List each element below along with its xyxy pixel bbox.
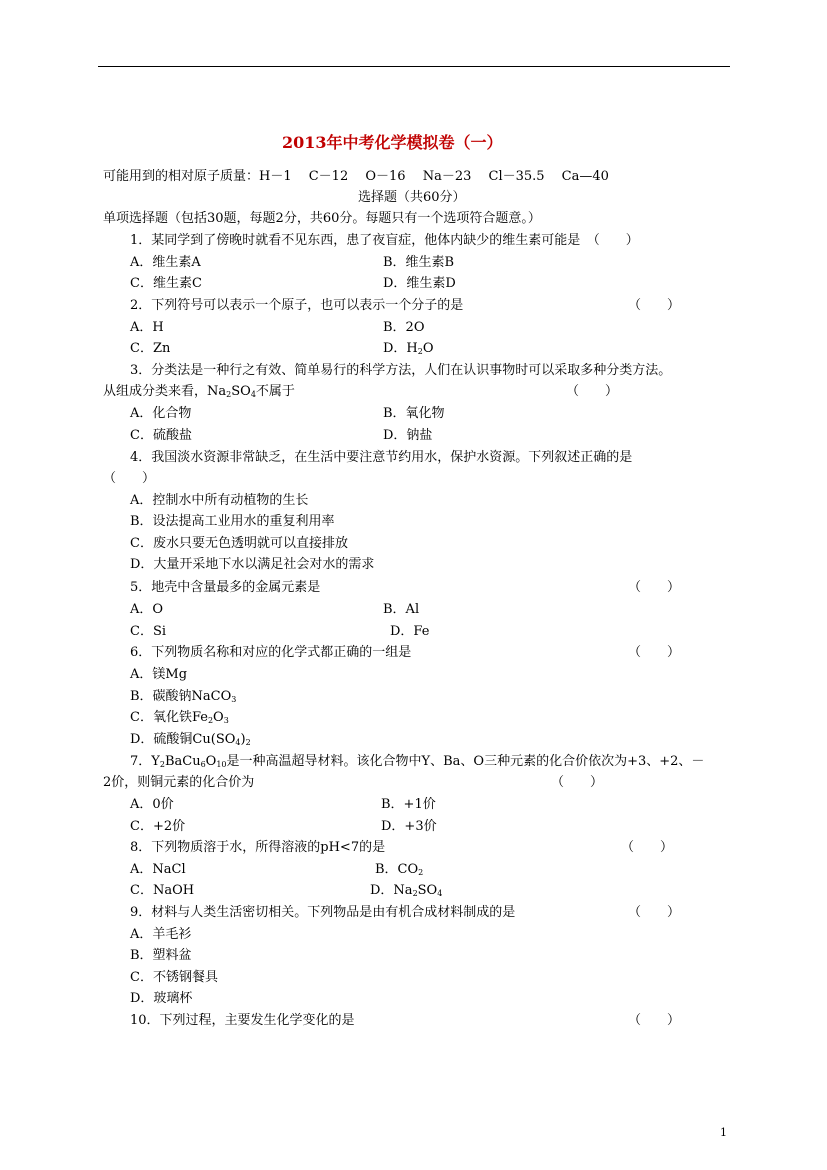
q6-option-a: A．镁Mg [130, 667, 188, 682]
q5-answer-paren: （ ） [628, 580, 681, 595]
page-number: 1 [720, 1126, 727, 1139]
q3-stem-line1: 3．分类法是一种行之有效、简单易行的科学方法，人们在认识事物时可以采取多种分类方法。 [130, 363, 672, 378]
q4-option-b: B．设法提高工业用水的重复利用率 [130, 514, 335, 529]
exam-title: 2013年中考化学模拟卷（一） [282, 133, 503, 152]
q9-option-d: D．玻璃杯 [130, 991, 193, 1006]
q6-option-d: D．硫酸铜$Cu(SO_4)_2$ [130, 732, 251, 747]
q8-option-c: C．NaOH [130, 883, 195, 898]
q5-option-d: D．Fe [390, 624, 430, 639]
q4-option-d: D．大量开采地下水以满足社会对水的需求 [130, 557, 375, 572]
q3-option-a: A．化合物 [130, 406, 192, 421]
q5-stem: 5．地壳中含量最多的金属元素是 [130, 580, 321, 595]
q1-option-a: A．维生素A [130, 255, 201, 270]
q6-stem: 6．下列物质名称和对应的化学式都正确的一组是 [130, 645, 412, 660]
section-title: 选择题（共60分） [358, 190, 466, 205]
q9-option-c: C．不锈钢餐具 [130, 970, 218, 985]
q7-option-d: D．+3价 [381, 819, 437, 834]
q3-option-c: C．硫酸盐 [130, 428, 192, 443]
instructions: 单项选择题（包括30题，每题2分，共60分。每题只有一个选项符合题意。） [103, 211, 541, 226]
q7-option-a: A．0价 [130, 797, 174, 812]
q2-answer-paren: （ ） [628, 298, 681, 313]
q10-answer-paren: （ ） [628, 1013, 681, 1028]
q9-answer-paren: （ ） [628, 905, 681, 920]
q5-option-c: C．Si [130, 624, 167, 639]
q3-option-b: B．氧化物 [383, 406, 445, 421]
q9-stem: 9．材料与人类生活密切相关。下列物品是由有机合成材料制成的是 [130, 905, 516, 920]
q1-option-b: B．维生素B [383, 255, 455, 270]
q1-option-c: C．维生素C [130, 276, 202, 291]
q1-stem: 1．某同学到了傍晚时就看不见东西，患了夜盲症，他体内缺少的维生素可能是 （ ） [130, 233, 639, 248]
q9-option-a: A．羊毛衫 [130, 927, 192, 942]
q3-answer-paren: （ ） [566, 384, 619, 399]
q8-answer-paren: （ ） [621, 840, 674, 855]
header-rule [98, 66, 730, 67]
atomic-masses: 可能用到的相对原子质量：H－1 C－12 O－16 Na－23 Cl－35.5 Ca—40 [103, 169, 609, 184]
q9-option-b: B．塑料盆 [130, 948, 192, 963]
q1-option-d: D．维生素D [383, 276, 456, 291]
q10-stem: 10．下列过程，主要发生化学变化的是 [130, 1013, 355, 1028]
q2-option-c: C．Zn [130, 341, 171, 356]
q2-option-a: A．H [130, 320, 164, 335]
q5-option-a: A．O [130, 602, 164, 617]
q8-option-b: B．$CO_2$ [375, 862, 424, 877]
q8-option-d: D．$Na_2SO_4$ [370, 883, 443, 898]
q7-stem-line2: 2价，则铜元素的化合价为 [103, 775, 255, 790]
q8-stem: 8．下列物质溶于水，所得溶液的pH<7的是 [130, 840, 386, 855]
q7-option-b: B．+1价 [381, 797, 436, 812]
q7-stem-line1: 7．$Y_2BaCu_6O_{10}$是一种高温超导材料。该化合物中Y、Ba、O三种元素的化合价依次为+3、+2、－ [130, 754, 705, 769]
q5-option-b: B．Al [383, 602, 420, 617]
q7-answer-paren: （ ） [551, 775, 604, 790]
q2-option-b: B．2O [383, 320, 425, 335]
q4-stem-line1: 4．我国淡水资源非常缺乏，在生活中要注意节约用水，保护水资源。下列叙述正确的是 [130, 450, 633, 465]
q3-option-d: D．钠盐 [383, 428, 433, 443]
q6-option-c: C．氧化铁$Fe_2O_3$ [130, 710, 229, 725]
q4-answer-paren: （ ） [103, 471, 156, 486]
q2-option-d: D．$H_2O$ [383, 341, 434, 356]
q4-option-a: A．控制水中所有动植物的生长 [130, 493, 309, 508]
q6-option-b: B．碳酸钠NaCO$_3$ [130, 689, 237, 704]
q6-answer-paren: （ ） [628, 645, 681, 660]
q2-stem: 2．下列符号可以表示一个原子，也可以表示一个分子的是 [130, 298, 464, 313]
q3-stem-line2: 从组成分类来看，$Na_2SO_4$不属于 [103, 384, 295, 399]
q7-option-c: C．+2价 [130, 819, 186, 834]
q4-option-c: C．废水只要无色透明就可以直接排放 [130, 536, 348, 551]
q8-option-a: A．NaCl [130, 862, 186, 877]
